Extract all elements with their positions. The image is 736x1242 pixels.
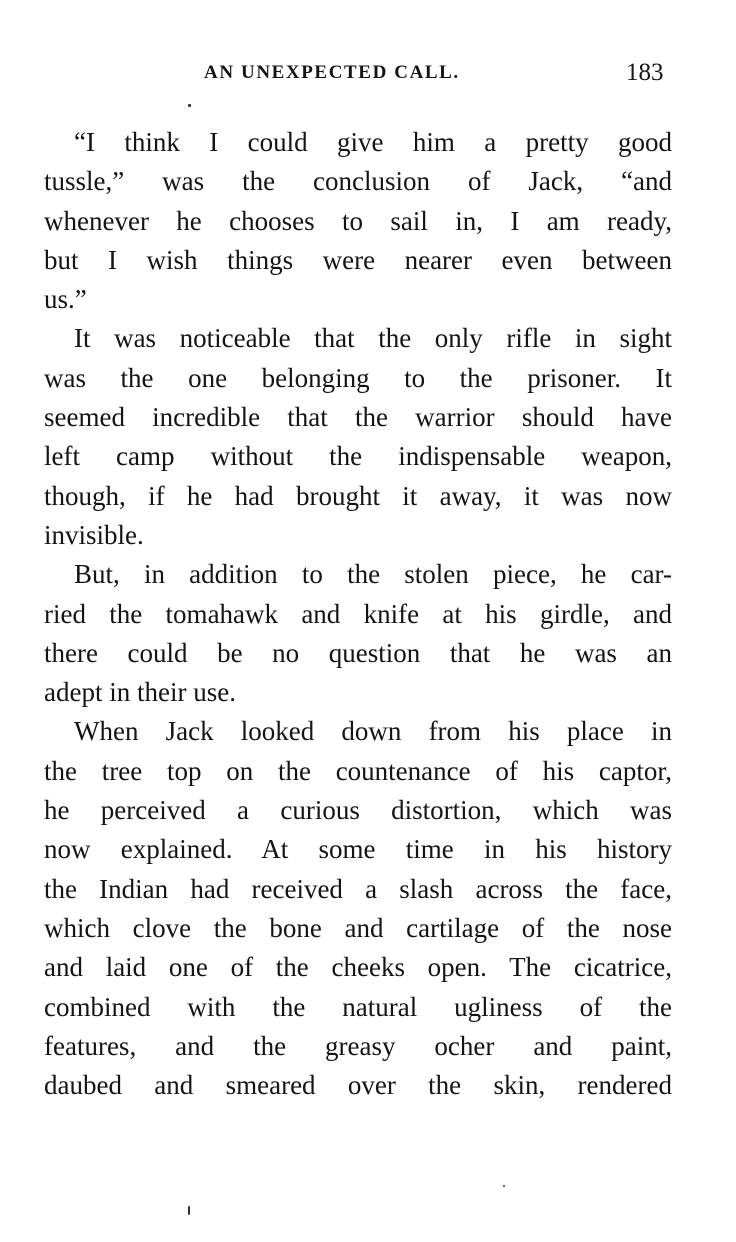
running-title: AN UNEXPECTED CALL.	[204, 62, 460, 83]
text-line: he perceived a curious distortion, which was	[44, 795, 672, 826]
running-head	[0, 59, 736, 92]
text-line: though, if he had brought it away, it was now	[44, 480, 672, 511]
text-line: was the one belonging to the prisoner. It	[44, 362, 672, 393]
text-line: ried the tomahawk and knife at his girdle, and	[44, 598, 672, 629]
scan-speck	[188, 104, 191, 107]
text-line: and laid one of the cheeks open. The cicatrice,	[44, 952, 672, 983]
text-line: which clove the bone and cartilage of the nose	[44, 912, 672, 943]
text-line: invisible.	[44, 519, 144, 550]
text-line: seemed incredible that the warrior should have	[44, 402, 672, 433]
text-line: the Indian had received a slash across the face,	[44, 873, 672, 904]
text-line: but I wish things were nearer even between	[44, 244, 672, 275]
text-line: there could be no question that he was an	[44, 637, 672, 668]
text-line: When Jack looked down from his place in	[74, 716, 672, 747]
text-line: now explained. At some time in his history	[44, 834, 672, 865]
text-line: whenever he chooses to sail in, I am ready,	[44, 205, 672, 236]
scan-speck	[188, 1206, 190, 1215]
text-line: combined with the natural ugliness of the	[44, 991, 672, 1022]
text-line: features, and the greasy ocher and paint,	[44, 1030, 672, 1061]
text-line: tussle,” was the conclusion of Jack, “and	[44, 166, 672, 197]
text-line: adept in their use.	[44, 677, 236, 708]
scan-speck	[503, 1185, 505, 1187]
text-line: It was noticeable that the only rifle in sight	[74, 323, 672, 354]
text-line: daubed and smeared over the skin, rendered	[44, 1070, 672, 1101]
text-line: “I think I could give him a pretty good	[74, 127, 672, 157]
text-line: us.”	[44, 284, 87, 315]
page-number: 183	[626, 59, 664, 86]
text-line: the tree top on the countenance of his captor,	[44, 755, 672, 786]
text-line: But, in addition to the stolen piece, he car-	[74, 559, 672, 590]
text-line: left camp without the indispensable weapon,	[44, 441, 672, 472]
body-text	[44, 123, 672, 1105]
